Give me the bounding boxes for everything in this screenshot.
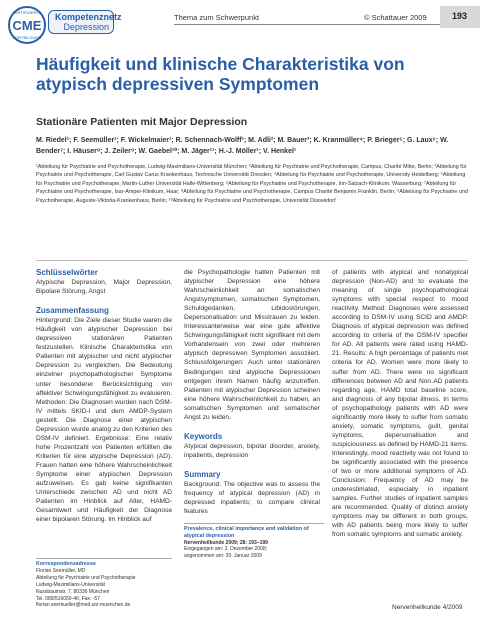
summary-en: Background: The objective was to assess the frequency of atypical depression (AD) in depressed inpatients; to compare clinical features (184, 480, 320, 516)
cme-logo-label: CME (12, 17, 42, 33)
page-header (0, 0, 480, 46)
keywords-de-heading: Schlüsselwörter (36, 268, 98, 277)
cme-logo-bottom: FORTBILDUNG (12, 35, 42, 40)
page-number-box (440, 6, 480, 28)
column-1 (36, 268, 172, 526)
correspondence-street: Nussbaumstr. 7, 80336 München (36, 588, 110, 595)
kompetenznetz-logo (48, 10, 122, 34)
header-rule (174, 24, 440, 25)
copyright: © Schattauer 2009 (364, 13, 427, 22)
correspondence-heading: Korrespondenzadresse (36, 561, 96, 567)
affiliations: ¹Abteilung für Psychiatrie und Psychotherapie, Ludwig-Maximilians-Universität München; ²Abteilung für Psychiatrie und Psychotherapie, Campus, Charité Mitte, Berlin; ³Abteilung für Psychiatrie und Psychotherapie, Carl Gustav Carus Krankenhaus, Technische Universität Dresden; ⁴Abteilung für Psychiatrie und Psychotherapie, University Heidelberg; ⁵Abteilung für Psychiatrie und Psychotherapie, Martin-Luther Universität Halle-Wittenberg; ⁶Abteilung für Psychiatrie und Psychotherapie, Inn-Salzach-Klinikum, Wasserburg; ⁷Abteilung für Psychiatrie und Psychotherapie, Isar-Amper-Klinikum, Haar; ⁸Abteilung für Psychiatrie und Psychotherapie, Campus Charité Benjamin Franklin, Berlin; ⁹Abteilung für Psychiatrie und Psychotherapie, Auguste-Viktoria-Krankenhaus, Berlin; ¹⁰Abteilung für Psychiatrie und Psychotherapie, Universität Düsseldorf (36, 164, 468, 204)
summary-en-heading: Summary (184, 469, 221, 479)
correspondence-tel: Tel. 089/516050-46; Fax: -57 (36, 595, 100, 602)
cme-logo (8, 6, 46, 44)
footer-journal: Nervenheilkunde 4/2009 (392, 604, 463, 611)
keywords-en-heading: Keywords (184, 431, 223, 441)
correspondence-email[interactable]: florian.seemueller@med.uni-muenchen.de (36, 602, 131, 609)
summary-de-continued: die Psychopathologie hatten Patienten mit atypischer Depression eine höhere Wahrscheinlichkeit an somatischen Angstsymptomen, somatischen Symptomen, Schuldgedanken, Libidostörungen, Depersonalisation und Misstrauen zu leiden. Interessanterweise war eine gute affektive Schwingungsfähigkeit nicht signifikant mit dem Vorhandensein von zwei oder mehreren atypisch depressiven Symptomen assoziiert. Schlussfolgerungen: Auch unter stationären Bedingungen sind atypische Depressionen entgegen ihrem Namen häufig anzutreffen. Patienten mit atypischer Depression scheinen eine höhere Wahrscheinlichkeit zu haben, an somatischen Symptomen und somatischer Angst zu leiden. (184, 269, 320, 421)
page-number: 193 (452, 11, 468, 21)
journal-citation: Nervenheilkunde 2009; 28: 193–199 (184, 539, 268, 546)
summary-de-heading: Zusammenfassung (36, 306, 109, 316)
column-3 (332, 268, 468, 541)
correspondence-uni: Ludwig-Maximilians-Universität (36, 581, 105, 588)
article-title: Häufigkeit und klinische Charakteristika von atypisch depressiven Symptomen (36, 54, 405, 94)
article-info-box (184, 523, 324, 560)
section-divider (36, 260, 468, 261)
keywords-de: Atypische Depression, Major Depression, Bipolare Störung, Angst (36, 279, 172, 296)
summary-de: Hintergrund: Die Ziele dieser Studie waren die Häufigkeit von atypischer Depression bei depressiven stationären Patienten festzustellen. Klinische Charakteristika von Patienten mit atypischer und nicht atypischer Depression zu vergleichen. Die Bedeutung einzelner psychopathologischer Symptome unter besonderer Berücksichtigung von affektiver Schwingungsfähigkeit zu evaluieren. Methoden: Die Diagnosen wurden nach DSM-IV mittels SKID-I und dem AMDP-System gestellt. Die Diagnose einer atypischen Depression wurde analog zu den Kriterien des DSM-IV definiert. Ergebnisse: Eine relativ hohe Prozentzahl von Patienten erfüllten die Kriterien für eine atypische Depression (AD). Frauen hatten eine höhere Wahrscheinlichkeit Symptome einer atypischen Depression aufzuweisen. Es gab keine signifikanten Unterschiede zwischen AD und nicht AD Patienten im Hinblick auf Alter, HAMD-Gesamtwert und Häufigkeit der Diagnose einer bipolaren Störung. Im Hinblick auf (36, 317, 172, 524)
article-subtitle: Stationäre Patienten mit Major Depression (36, 116, 248, 128)
kompetenznetz-logo-line2: Depression (63, 22, 109, 32)
kompetenznetz-logo-line1: Kompetenznetz (55, 12, 122, 22)
correspondence-box (36, 558, 172, 609)
accepted-date: angenommen am: 20. Januar 2009 (184, 553, 262, 560)
section-label: Thema zum Schwerpunkt (174, 13, 260, 22)
correspondence-dept: Abteilung für Psychiatrie und Psychotherapie (36, 574, 136, 581)
summary-en-continued: of patients with atypical and nonatypical depression (Non-AD) and to evaluate the meaning of single psychopathological symptoms with special respect to mood reactivity. Method: Diagnoses were assessed according to DSM-IV using SCID and AMDP. Diagnosis of atypical depression was defined according to criteria of the DSM-IV specifier for AD. All patients were rated using HAMD-21. Results: A high percentage of patients met criteria for AD. Women were more likely to suffer from AD. There were no significant differences between AD and Non AD patients regarding age, HAMD total baseline score, and diagnosis of any bipolar illness. In terms of psychopathology patients with AD were significantly more likely to suffer from somatic anxiety, somatic symptoms, guilt, genital symptoms, depersonalisation and suspiciousness as defined by HAMD-21 items. Interestingly, mood reactivity was not found to be significantly associated with the presence of two or more additional symptoms of AD. Conclusion: Frequency of AD may be underestimated, especially in inpatient samples. Further studies of inpatient samples are recommended. Quality of distinct anxiety symptoms may be different in both groups, with AD patients being more likely to suffer from somatic symptoms and somatic anxiety. (332, 269, 468, 539)
received-date: Eingegangen am: 3. Dezember 2008; (184, 546, 268, 553)
author-list: M. Riedel¹; F. Seemüller¹; F. Wickelmaier¹; R. Schennach-Wolff¹; M. Adli²; M. Bauer³; K. Kranmüller⁴; P. Brieger⁵; G. Laux⁶; W. Bender⁷; I. Häuser⁸; J. Zeiler⁹; W. Gaebel¹⁰; M. Jäger¹¹; H.-J. Möller¹; V. Henkel¹ (36, 137, 449, 155)
cme-logo-top: ZERTIFIZIERTE (12, 10, 42, 15)
correspondence-name: Florian Seemüller, MD (36, 567, 86, 574)
column-2 (184, 268, 320, 518)
english-title: Prevalence, clinical importance and validation of atypical depression (184, 526, 309, 539)
keywords-en: Atypical depression, bipolar disorder, anxiety, inpatients, depression (184, 442, 320, 459)
